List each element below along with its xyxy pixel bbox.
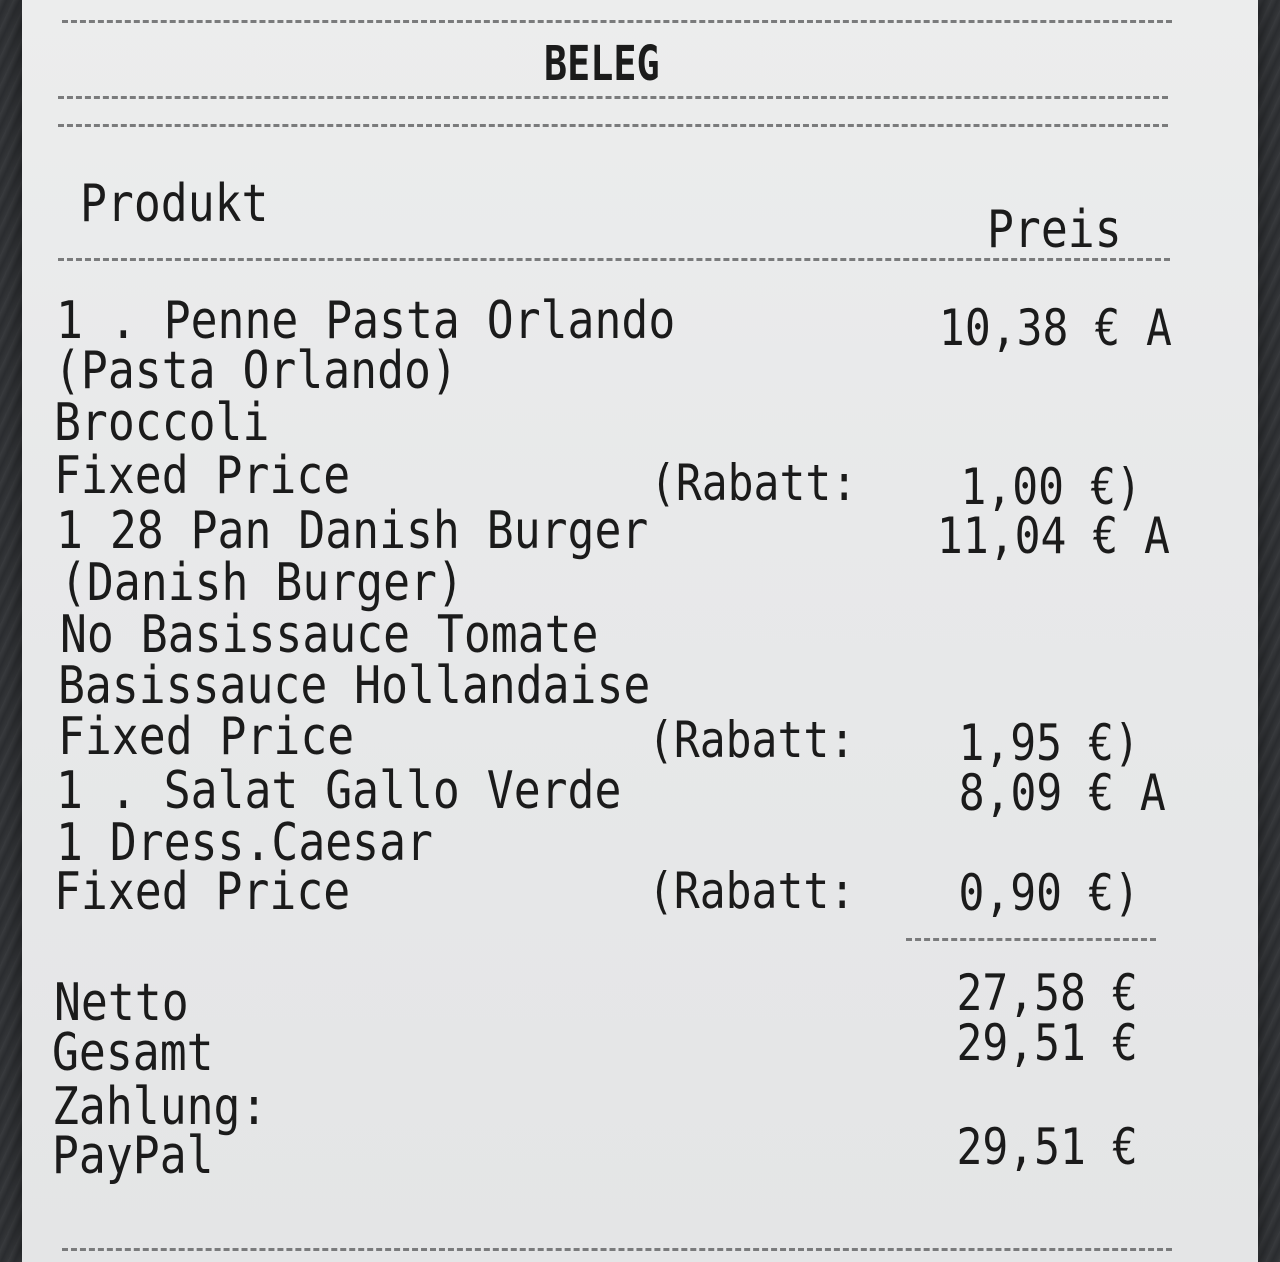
gesamt-label: Gesamt: [52, 1023, 214, 1083]
item-2-detail-3: Basissauce Hollandaise: [58, 656, 651, 716]
receipt-paper: [22, 0, 1258, 1262]
netto-value: 27,58 €: [956, 964, 1138, 1022]
item-1-discount-text: (Rabatt:: [650, 454, 858, 512]
item-2-discount-text: (Rabatt:: [648, 711, 856, 769]
item-2-detail-1: (Danish Burger): [60, 553, 464, 613]
totals-divider: [906, 938, 1156, 941]
item-1-detail-2: Broccoli: [54, 393, 270, 453]
item-2-discount-value: 1,95 €): [958, 714, 1140, 772]
item-1-price: 10,38 € A: [938, 299, 1172, 357]
item-3-discount-text: (Rabatt:: [648, 862, 856, 920]
item-1-discount-value: 1,00 €): [960, 458, 1142, 516]
item-1-discount-label: Fixed Price: [54, 446, 351, 506]
netto-label: Netto: [54, 973, 189, 1033]
item-1-detail-1: (Pasta Orlando): [54, 341, 458, 401]
column-header-price: Preis: [987, 200, 1122, 260]
item-2-discount-label: Fixed Price: [58, 707, 355, 767]
item-3-price: 8,09 € A: [958, 764, 1166, 822]
gesamt-value: 29,51 €: [956, 1014, 1138, 1072]
item-2-detail-2: No Basissauce Tomate: [60, 605, 599, 665]
bottom-divider: [62, 1248, 1172, 1251]
item-3-discount-label: Fixed Price: [54, 862, 351, 922]
item-1-name: 1 . Penne Pasta Orlando: [56, 291, 676, 351]
payment-label: Zahlung:: [52, 1077, 268, 1137]
item-2-name: 1 28 Pan Danish Burger: [56, 501, 649, 561]
item-3-discount-value: 0,90 €): [958, 864, 1140, 922]
top-divider: [62, 20, 1172, 23]
item-3-detail-1: 1 Dress.Caesar: [56, 813, 433, 873]
title-divider-1: [58, 96, 1168, 99]
payment-value: 29,51 €: [956, 1118, 1138, 1176]
title-divider-2: [58, 124, 1168, 127]
item-2-price: 11,04 € A: [936, 507, 1170, 565]
item-3-name: 1 . Salat Gallo Verde: [56, 761, 622, 821]
header-divider: [58, 258, 1170, 261]
column-header-product: Produkt: [80, 174, 269, 234]
payment-method: PayPal: [52, 1126, 214, 1186]
receipt-title: BELEG: [544, 36, 660, 92]
